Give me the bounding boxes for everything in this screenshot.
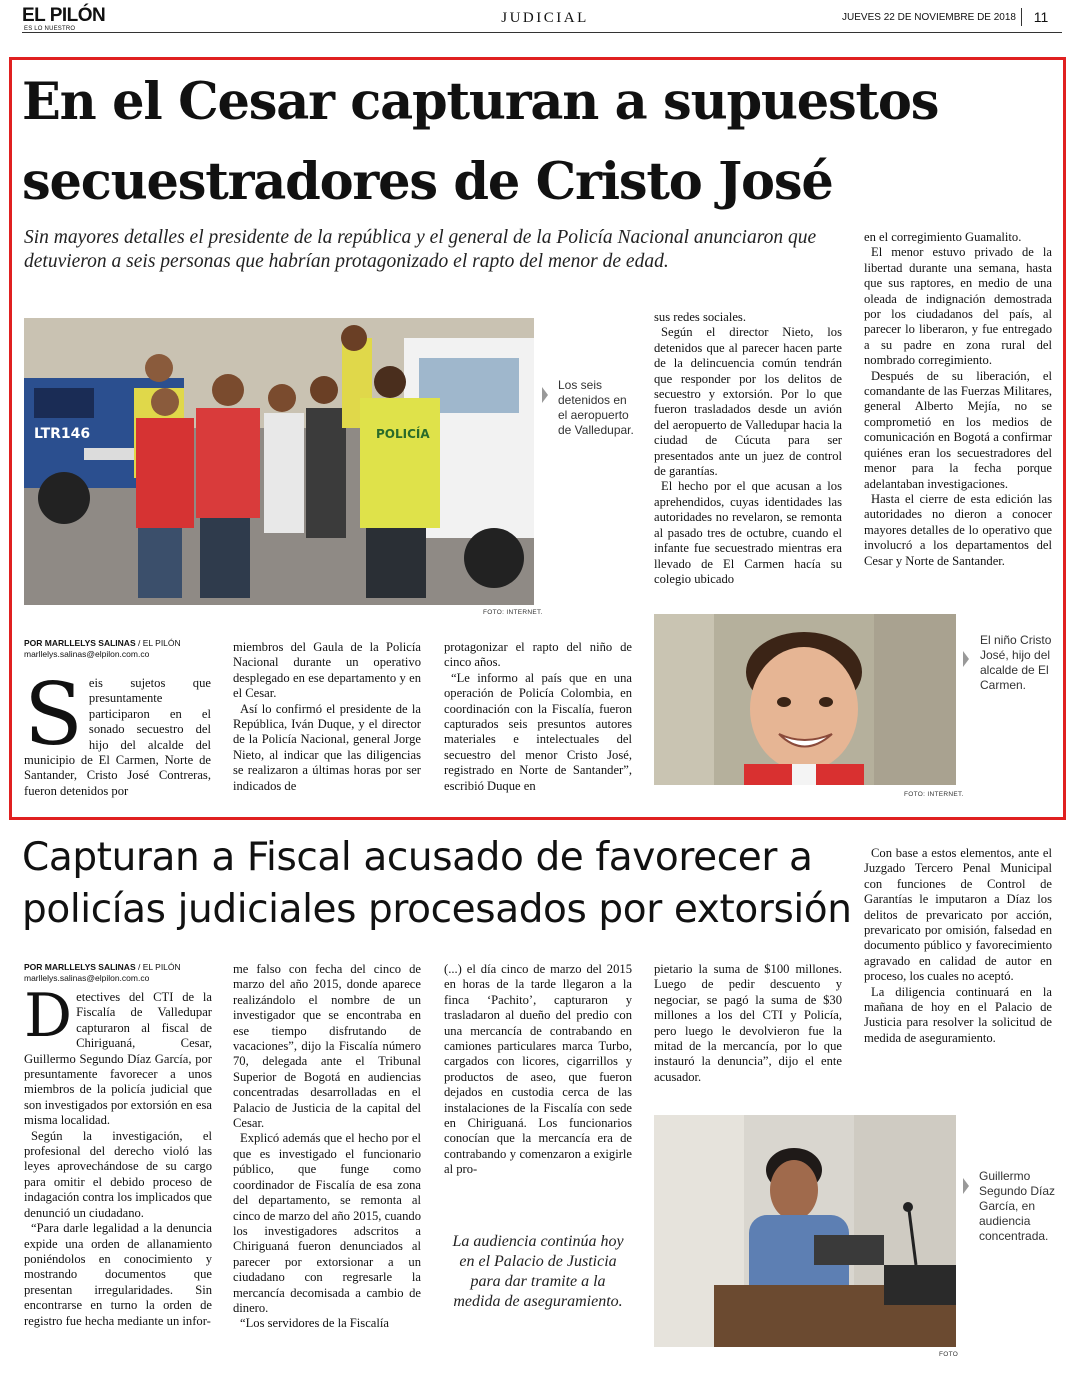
child-photo-illustration: [654, 614, 956, 785]
section-title: JUDICIAL: [501, 10, 589, 26]
article1-col4-p1: sus redes sociales.: [654, 310, 746, 324]
article1-headline-line2: secuestradores de Cristo José: [22, 152, 833, 212]
article2-column-5: [864, 846, 1052, 1046]
article1-photo2-credit: FOTO: INTERNET.: [904, 791, 964, 798]
article1-headline-line1: En el Cesar capturan a supuestos: [22, 72, 939, 132]
article1-col5-p1: en el corregimiento Guamalito.: [864, 230, 1022, 244]
article1-dropcap: S: [24, 665, 83, 765]
article2-column-4: [654, 962, 842, 1085]
article2-col1-p2: Según la investigación, el profesional del derecho violó las leyes aprovechándose de su cargo para omitir el debido proceso de indagación contra los implicados que denunció un ciudadano.: [24, 1128, 212, 1220]
article2-col1-first: etectives del CTI de la Fiscalía de Valledupar capturaron al fiscal de Chiriguaná, Cesar, Guillermo Segundo Díaz García, por presuntamente favorecer a unos miembros de la policía judicial que son investigados por extorsión en esa misma localidad.: [24, 990, 212, 1128]
article1-column-4: [654, 310, 842, 587]
article1-col5-p4: Hasta el cierre de esta edición las autoridades no dieron a conocer mayores detalles de lo operativo que involucró a los departamentos del Cesar y Norte de Santander.: [864, 491, 1052, 568]
article1-headline: [22, 62, 1062, 222]
header-rule: [22, 32, 1062, 33]
article1-col2-p1: miembros del Gaula de la Policía Nacional durante un operativo desplegado en ese departamento y en el Cesar.: [233, 640, 421, 701]
article1-col4-p3: El hecho por el que acusan a los aprehendidos, cuyas identidades las autoridades no revelaron, se remonta al pasado tres de octubre, cuando el infante fue secuestrado mientras era llevado de El Carmen hacía su colegio ubicado: [654, 479, 842, 586]
article2-col1-p3: “Para darle legalidad a la denuncia expide una orden de allanamiento poniéndolos en conocimiento y mostrando documentos que presentan irregularidades. Sin encontrarse en turno la orden de registro fue hecha mediante un infor-: [24, 1221, 212, 1328]
article1-col3-p1: protagonizar el rapto del niño de cinco años.: [444, 640, 632, 670]
article2-byline-outlet: / EL PILÓN: [135, 962, 181, 972]
article1-col2-p2: Así lo confirmó el presidente de la República, Iván Duque, y el director de la Policía Nacional, general Jorge Nieto, al indicar que las diligencias se realizaron a últimas horas por ser indicados de: [233, 701, 421, 793]
detainees-photo-illustration: [24, 318, 534, 605]
article1-column-3: [444, 640, 632, 794]
article1-byline-name: POR MARLLELYS SALINAS: [24, 638, 136, 648]
article2-byline-email: marllelys.salinas@elpilon.com.co: [24, 973, 150, 983]
article2-column-1: [24, 981, 212, 1329]
publication-date: JUEVES 22 DE NOVIEMBRE DE 2018: [842, 12, 1016, 23]
article2-column-3: [444, 962, 632, 1178]
article2-dropcap: D: [24, 981, 73, 1051]
photo3-caption-arrow-icon: [963, 1178, 969, 1194]
police-vest-text: POLICÍA: [376, 427, 430, 441]
article1-col3-p2: “Le informo al país que en una operación de Policía Colombia, en coordinación con la Fiscalía, fueron capturados seis presuntos autores materiales e intelectuales del secuestro del menor Cristo José, registrado en Norte de Santander”, escribió Duque en: [444, 670, 632, 793]
article1-column-5: [864, 230, 1052, 569]
masthead-logo: EL PILÓN: [22, 5, 106, 26]
article2-headline-line1: Capturan a Fiscal acusado de favorecer a: [22, 835, 813, 880]
vehicle-plate-text: LTR146: [34, 426, 91, 442]
article1-col1-text: eis sujetos que presuntamente participaron en el sonado secuestro del hijo del alcalde del municipio de El Carmen, Norte de Santander, Cristo José Contreras, fueron detenidos por: [24, 676, 211, 798]
article2-photo-fiscal: [654, 1115, 956, 1347]
article1-col5-p3: Después de su liberación, el comandante de las Fuerzas Militares, general Alberto Mejía, no se comprometió en los medios de comunicación en Bogotá a confirmar quiénes eran los secuestradores del menor para la fecha porque adelantaban investigaciones.: [864, 368, 1052, 491]
article2-col5-p2: La diligencia continuará en la mañana de hoy en el Palacio de Justicia para resolver la solicitud de medida de aseguramiento.: [864, 984, 1052, 1045]
article2-col5-p1: Con base a estos elementos, ante el Juzgado Tercero Penal Municipal con funciones de Control de Garantías le imputaron a Díaz los delitos de prevaricato por acción, prevaricato por omisión, falsedad en documento público y favorecimiento agravado en calidad de autor en proceso, los cuales no aceptó.: [864, 846, 1052, 984]
article2-headline: [22, 832, 862, 936]
article1-deck: Sin mayores detalles el presidente de la república y el general de la Policía Nacional anunciaron que detuvieron a seis personas que habrían protagonizado el rapto del menor de edad.: [24, 227, 817, 272]
article1-column-2: [233, 640, 421, 794]
article1-photo1-credit: FOTO: INTERNET.: [483, 609, 543, 616]
article1-byline-outlet: / EL PILÓN: [135, 638, 181, 648]
article2-byline-name: POR MARLLELYS SALINAS: [24, 962, 136, 972]
article1-photo2-caption: El niño Cristo José, hijo del alcalde de El Carmen.: [980, 633, 1052, 692]
article1-col5-p2: El menor estuvo privado de la libertad durante una semana, hasta que sus raptores, en medio de una oleada de indignación demostrada por los ciudadanos del país, al parecer lo liberaron, y fue entregado a su padre en zona rural del nombrado corregimiento.: [864, 245, 1052, 368]
header-separator: [1021, 8, 1022, 26]
article1-photo-detainees: [24, 318, 534, 605]
article1-column-1: [24, 665, 211, 799]
article2-column-2: [233, 962, 421, 1332]
page-number: 11: [1033, 9, 1049, 25]
article2-photo3-caption: Guillermo Segundo Díaz García, en audiencia concentrada.: [979, 1169, 1056, 1243]
masthead-tagline: ES LO NUESTRO: [24, 26, 76, 32]
photo1-caption-arrow-icon: [542, 387, 548, 403]
article2-headline-line2: policías judiciales procesados por extorsión: [22, 887, 852, 932]
article2-col2-p2: Explicó además que el hecho por el que es investigado el funcionario público, que funge como coordinador de Fiscalía de esa zona del departamento, se remonta al cinco de marzo del año 2015, cuando los investigadores adscritos a Chiriguaná fueron denunciados al parecer por extorsionar a un ciudadano con regresarle la mercancía decomisada a cambio de dinero.: [233, 1131, 421, 1315]
article2-col4-p1: pietario la suma de $100 millones. Luego de pedir descuento y negociar, se pagó la suma de $30 millones a los del CTI y Policía, pero luego le devolvieron fue la mitad de la mercancía, por lo que instauró la denuncia”, dijo el ente acusador.: [654, 962, 842, 1084]
article1-col4-p2: Según el director Nieto, los detenidos que al parecer hacen parte de la delincuencia común tendrán que responder por los delitos de secuestro y extorsión. Por lo que fueron trasladados desde un avión del aeropuerto de Valledupar hacia la ciudad de Cúcuta para ser presentados ante un juez de control de garantías.: [654, 325, 842, 479]
article1-byline: [24, 638, 224, 660]
article2-col2-p3: “Los servidores de la Fiscalía: [240, 1316, 389, 1331]
article1-photo1-caption: Los seis detenidos en el aeropuerto de Valledupar.: [558, 378, 634, 437]
article1-photo-child: [654, 614, 956, 785]
article2-pullquote: La audiencia continúa hoy en el Palacio de Justicia para dar tramite a la medida de aseguramiento.: [452, 1233, 624, 1310]
article2-col3-p1: (...) el día cinco de marzo del 2015 en horas de la tarde llegaron a la finca ‘Pachito’, capturaron y trasladaron al dueño del predio con una mercancía de contrabando en camiones particulares marca Turbo, cargados con licores, cigarrillos y productos de aseo, que fueron dejados en custodia cerca de las instalaciones de la Fiscalía con sede en Chiriguaná. Los funcionarios conocían que la mercancía era de contrabando y comenzaron a exigirle al pro-: [444, 962, 632, 1177]
article1-byline-email: marllelys.salinas@elpilon.com.co: [24, 649, 150, 659]
fiscal-photo-illustration: [654, 1115, 956, 1347]
article2-col2-p1: me falso con fecha del cinco de marzo del año 2015, donde aparece realizándolo el nombre de un investigador que se encontraba en ese tiempo disfrutando de vacaciones”, dijo la Fiscalía número 70, delegada ante el Tribunal Superior de Bogotá en audiencias concentradas desarrolladas en el Palacio de Justicia de la capital del Cesar.: [233, 962, 421, 1131]
article2-photo3-credit: FOTO: [939, 1351, 959, 1358]
photo2-caption-arrow-icon: [963, 651, 969, 667]
